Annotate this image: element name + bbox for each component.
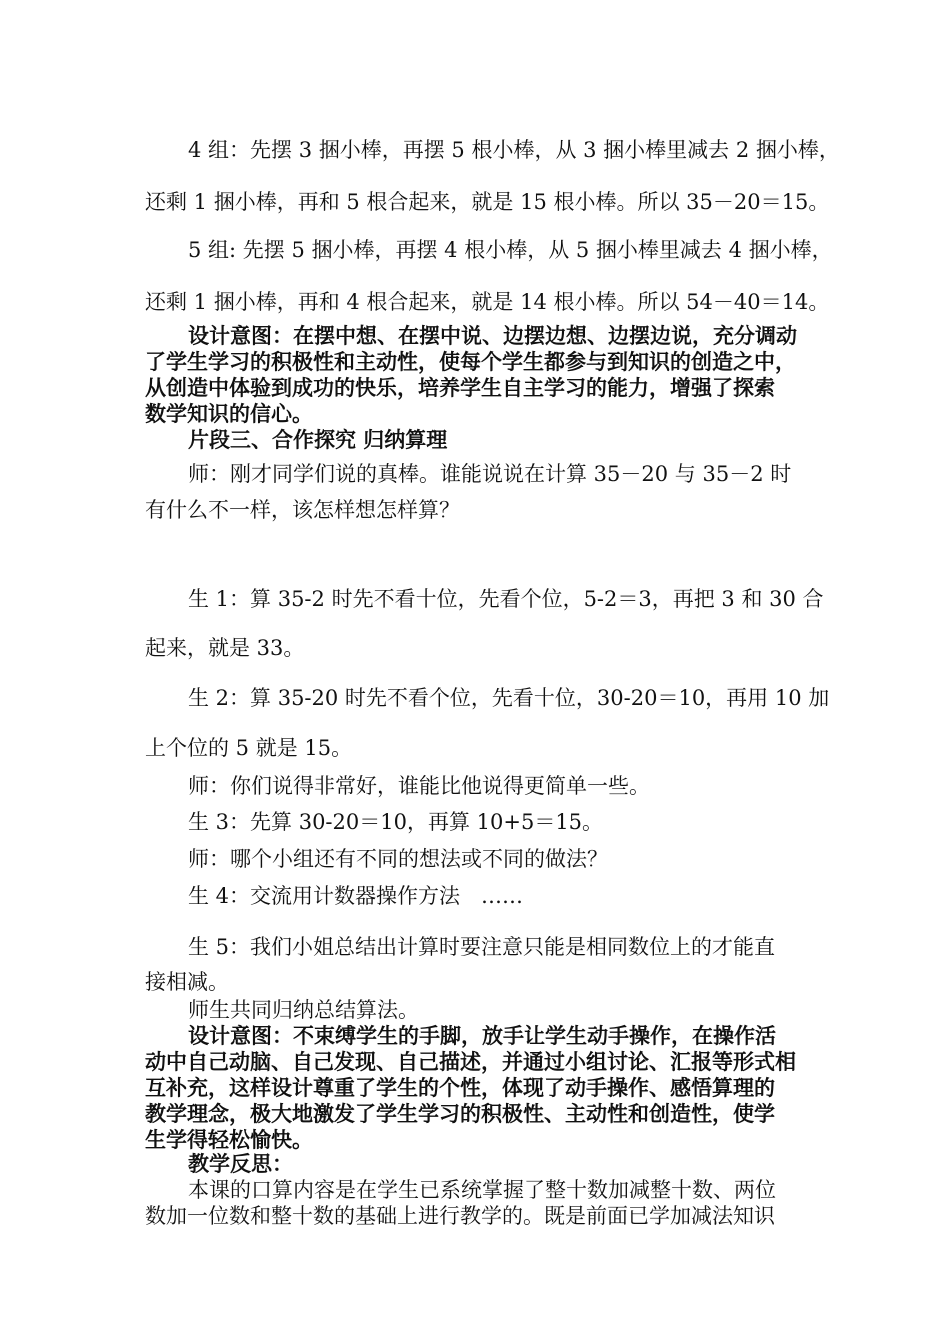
student5-line1: 生 5：我们小姐总结出计算时要注意只能是相同数位上的才能直 (188, 935, 776, 959)
reflection-line1: 本课的口算内容是在学生已系统掌握了整十数加减整十数、两位 (188, 1178, 776, 1202)
design-intent-1-line1: 设计意图：在摆中想、在摆中说、边摆边想、边摆边说，充分调动 (188, 323, 797, 348)
design-intent-1-line3: 从创造中体验到成功的快乐，培养学生自主学习的能力，增强了探索 (145, 375, 775, 400)
group5-line2: 还剩 1 捆小棒，再和 4 根合起来，就是 14 根小棒。所以 54－40＝14。 (145, 290, 830, 314)
design-intent-2-line4: 教学理念，极大地激发了学生学习的积极性、主动性和创造性，使学 (145, 1101, 775, 1126)
reflection-line2: 数加一位数和整十数的基础上进行教学的。既是前面已学加减法知识 (145, 1204, 775, 1228)
design-intent-2-line2: 动中自己动脑、自己发现、自己描述，并通过小组讨论、汇报等形式相 (145, 1049, 796, 1074)
student2-line1: 生 2：算 35-20 时先不看个位，先看十位，30-20＝10，再用 10 加 (188, 686, 830, 710)
group4-line2: 还剩 1 捆小棒，再和 5 根合起来，就是 15 根小棒。所以 35－20＝15。 (145, 190, 830, 214)
teacher-question-line1: 师：刚才同学们说的真棒。谁能说说在计算 35－20 与 35－2 时 (188, 462, 792, 486)
student2-line2: 上个位的 5 就是 15。 (145, 736, 353, 760)
summary-line: 师生共同归纳总结算法。 (188, 998, 419, 1022)
student1-line2: 起来，就是 33。 (145, 636, 305, 660)
design-intent-2-line5: 生学得轻松愉快。 (145, 1127, 313, 1152)
teacher-response-1: 师：你们说得非常好，谁能比他说得更简单一些。 (188, 774, 650, 798)
group4-line1: 4 组：先摆 3 捆小棒，再摆 5 根小棒，从 3 捆小棒里减去 2 捆小棒， (188, 138, 840, 162)
section-heading-3: 片段三、合作探究 归纳算理 (188, 427, 448, 452)
teacher-response-2: 师：哪个小组还有不同的想法或不同的做法？ (188, 847, 608, 871)
teacher-question-line2: 有什么不一样，该怎样想怎样算？ (145, 498, 460, 522)
design-intent-1-line4: 数学知识的信心。 (145, 401, 313, 426)
student5-line2: 接相减。 (145, 970, 229, 994)
group5-line1: 5 组: 先摆 5 捆小棒，再摆 4 根小棒，从 5 捆小棒里减去 4 捆小棒， (188, 238, 833, 262)
design-intent-2-line3: 互补充，这样设计尊重了学生的个性，体现了动手操作、感悟算理的 (145, 1075, 775, 1100)
reflection-heading: 教学反思： (188, 1151, 293, 1176)
student3-line: 生 3：先算 30-20＝10，再算 10+5＝15。 (188, 810, 604, 834)
design-intent-2-line1: 设计意图：不束缚学生的手脚，放手让学生动手操作，在操作活 (188, 1023, 776, 1048)
student1-line1: 生 1：算 35-2 时先不看十位，先看个位，5-2＝3，再把 3 和 30 合 (188, 587, 824, 611)
student4-line: 生 4：交流用计数器操作方法 …… (188, 884, 524, 908)
design-intent-1-line2: 了学生学习的积极性和主动性，使每个学生都参与到知识的创造之中， (145, 349, 796, 374)
